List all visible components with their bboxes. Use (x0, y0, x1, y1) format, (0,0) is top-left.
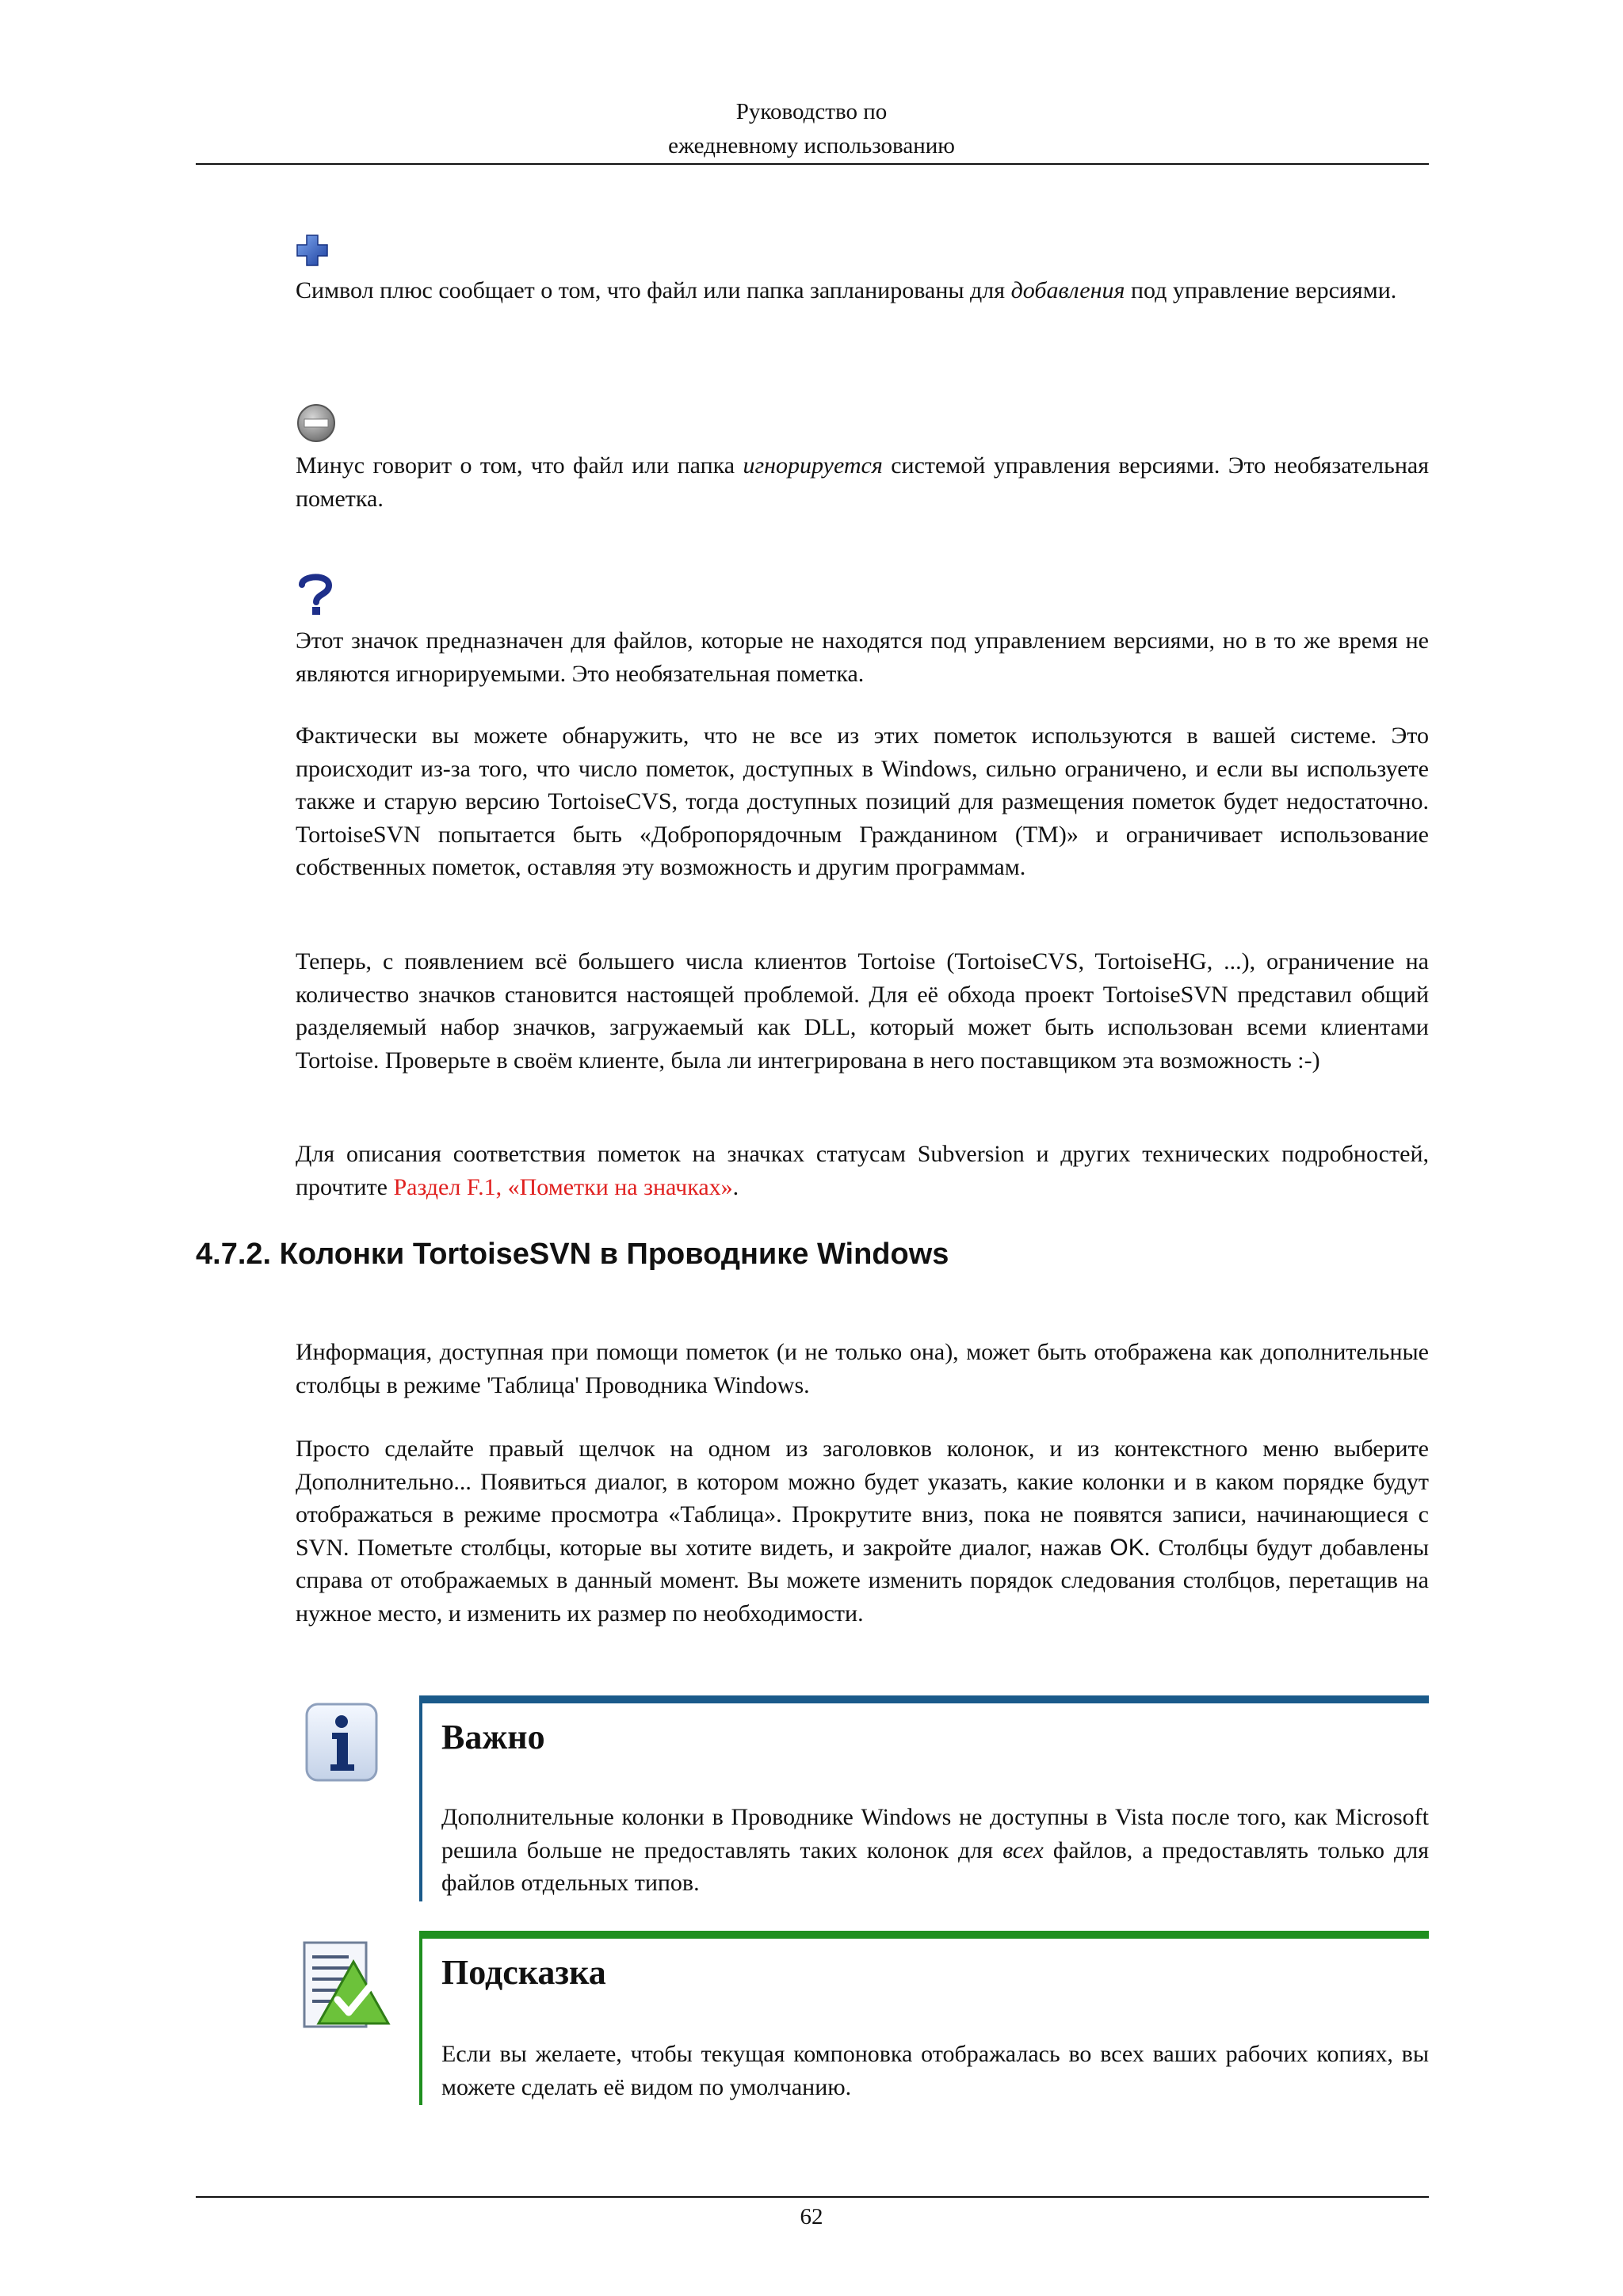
section-paragraph-columns-info: Информация, доступная при помощи пометок (и не только она), может быть отображена как дополнительные столбцы в режиме 'Таблица' Проводника Windows. (296, 1339, 1429, 1398)
tip-top-bar (419, 1931, 1429, 1939)
running-header-line1: Руководство по (735, 99, 888, 124)
footer-rule (196, 2196, 1429, 2198)
added-overlay-description: Символ плюс сообщает о том, что файл или папка запланированы для добавления под управление версиями. (296, 277, 1397, 303)
unversioned-overlay-description: Этот значок предназначен для файлов, которые не находятся под управлением версиями, но в то же время не являются игнорируемыми. Это необязательная пометка. (296, 627, 1429, 687)
tip-side-bar (419, 1931, 422, 2105)
question-overlay-icon (296, 572, 335, 616)
important-text: Дополнительные колонки в Проводнике Windows не доступны в Vista после того, как Microsoft решила больше не предоставлять таких колонок для всех файлов, а предоставлять только для файлов отдельных типов. (441, 1804, 1429, 1896)
paragraph-overlay-limits: Фактически вы можете обнаружить, что не все из этих пометок используются в вашей системе. Это происходит из-за того, что число пометок, доступных в Windows, сильно ограничено, и если вы используете также и старую версию TortoiseCVS, тогда доступных позиций для размещения пометок будет недостаточно. TortoiseSVN попытается быть «Добропорядочным Гражданином (TM)» и ограничивает использование собственных пометок, оставляя эту возможность и другим программам. (296, 723, 1429, 880)
minus-overlay-icon (296, 402, 337, 444)
running-header-line2: ежедневному использованию (668, 133, 955, 158)
tip-text: Если вы желаете, чтобы текущая компоновка отображалась во всех ваших рабочих копиях, вы можете сделать её видом по умолчанию. (441, 2041, 1429, 2100)
tip-title: Подсказка (441, 1953, 606, 1992)
info-icon (304, 1701, 381, 1785)
paragraph-overlay-reference: Для описания соответствия пометок на значках статусам Subversion и других технических подробностей, прочтите Раздел F.1, «Пометки на значках». (296, 1141, 1429, 1200)
plus-overlay-icon (296, 234, 329, 267)
section-heading: 4.7.2. Колонки TortoiseSVN в Проводнике Windows (196, 1238, 949, 1271)
ignored-overlay-description: Минус говорит о том, что файл или папка игнорируется системой управления версиями. Это необязательная пометка. (296, 452, 1429, 512)
section-paragraph-columns-howto: Просто сделайте правый щелчок на одном из заголовков колонок, и из контекстного меню выберите Дополнительно... Появиться диалог, в котором можно будет указать, какие колонки и в каком порядке будут отображаться в режиме просмотра «Таблица». Прокрутите вниз, пока не появятся записи, начинающиеся с SVN. Пометьте столбцы, которые вы хотите видеть, и закройте диалог, нажав OK. Столбцы будут добавлены справа от отображаемых в данный момент. Вы можете изменить порядок следования столбцов, перетащив на нужное место, и изменить их размер по необходимости. (296, 1436, 1430, 1627)
ok-button-reference: OK (1109, 1534, 1144, 1561)
page-number: 62 (800, 2204, 823, 2229)
important-title: Важно (441, 1718, 545, 1756)
header-rule (196, 163, 1429, 165)
overlay-section-link[interactable]: Раздел F.1, «Пометки на значках» (393, 1173, 733, 1200)
important-top-bar (419, 1695, 1429, 1703)
tip-document-check-icon (300, 1938, 393, 2033)
paragraph-shared-overlays: Теперь, с появлением всё большего числа клиентов Tortoise (TortoiseCVS, TortoiseHG, ...), ограничение на количество значков становится настоящей проблемой. Для её обхода проект TortoiseSVN представил общий разделяемый набор значков, загружаемый как DLL, который может быть использован всеми клиентами Tortoise. Проверьте в своём клиенте, была ли интегрирована в него поставщиком эта возможность :-) (296, 948, 1429, 1074)
important-side-bar (419, 1695, 422, 1901)
